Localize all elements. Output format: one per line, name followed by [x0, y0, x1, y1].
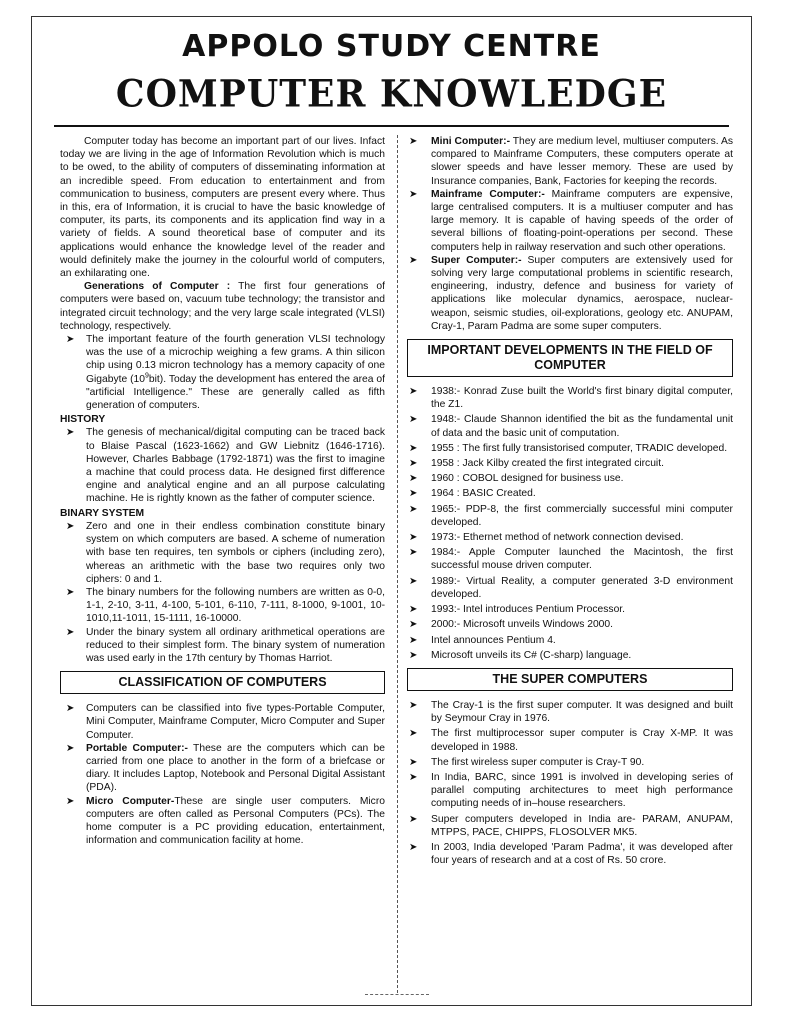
- list-item: [60, 333, 385, 412]
- list-item: [407, 727, 733, 753]
- arrow-right-icon: ➤: [66, 626, 75, 638]
- vlsi-text-b: bit). Today the development has entered the area of "artificial Intelligence." These are generally called as fifth generation of computers.: [86, 373, 385, 412]
- arrow-right-icon: ➤: [409, 473, 418, 485]
- page-title: APPOLO STUDY CENTRE: [182, 29, 601, 64]
- list-item-text: 1958 : Jack Kilby created the first integrated circuit.: [431, 458, 664, 470]
- arrow-right-icon: ➤: [66, 703, 75, 715]
- arrow-right-icon: ➤: [409, 728, 418, 740]
- right-column: [407, 135, 733, 869]
- list-item-text: Microsoft unveils its C# (C-sharp) language.: [431, 649, 632, 661]
- arrow-right-icon: ➤: [409, 386, 418, 398]
- list-item: [407, 385, 733, 411]
- list-item: [407, 649, 733, 662]
- super-label: Super Computer:-: [431, 254, 522, 266]
- mainframe-text: Mainframe computers are expensive, large centralised computers. It is a multiuser computer and has large memory. It is capable of having speeds of the order of several billions of floating-point-operations per second. These computers help in railway reservation and such other operations.: [431, 188, 734, 253]
- arrow-right-icon: ➤: [409, 619, 418, 631]
- list-item: [407, 618, 733, 631]
- mainframe-label: Mainframe Computer:-: [431, 188, 545, 200]
- list-item: [407, 531, 733, 544]
- mini-label: Mini Computer:-: [431, 136, 511, 147]
- classification-intro: Computers can be classified into five types-Portable Computer, Mini Computer, Mainframe Computer, Micro Computer and Super Computer.: [86, 703, 385, 741]
- list-item-text: The Cray-1 is the first super computer. It was designed and built by Seymour Cray in 1976.: [431, 699, 733, 725]
- list-item: [60, 702, 385, 742]
- vlsi-text-a: The important feature of the fourth generation VLSI technology was the use of a microchip weighing a few grams. A thin silicon chip using 0.13 micron technology has a memory capacity of one Gigabyte (10: [86, 334, 385, 385]
- left-column: [60, 135, 385, 847]
- column-divider: [397, 135, 398, 993]
- list-item: [407, 756, 733, 769]
- document-page: [31, 16, 752, 1006]
- arrow-right-icon: ➤: [409, 813, 418, 825]
- list-item-text: 1993:- Intel introduces Pentium Processor.: [431, 604, 626, 616]
- super-text: Super computers are extensively used for solving very large computational problems in scientific research, engineering, industry, defence and business for variety of applications like molecular dynamics, aerospace, nuclear-weapon, seismic studies, oil-explorations, geology etc. ANUPAM, Cray-1, Param Padma are some super computers.: [431, 254, 733, 332]
- micro-text: These are single user computers. Micro computers are often called as Personal Computers (PCs). The home computer is a PC providing education, entertainment, information and communication facility at home.: [86, 795, 385, 847]
- arrow-right-icon: ➤: [409, 547, 418, 559]
- binary-item-text: Under the binary system all ordinary arithmetical operations are reduced to their simplest form. The binary system of numeration was used early in the 17th century by Thomas Harriot.: [86, 626, 385, 664]
- arrow-right-icon: ➤: [409, 699, 418, 711]
- history-text: The genesis of mechanical/digital computing can be traced back to Blaise Pascal (1623-1662) and GW Liebnitz (1646-1716). However, Charles Babbage (1792-1871) was the first to imagine a machine that could process data. He designed first difference engine and analytical engine and an all purpose calculating machine. He is rightly known as the father of computer science.: [86, 427, 385, 505]
- arrow-right-icon: ➤: [409, 532, 418, 544]
- super-computers-list: [407, 699, 733, 867]
- page-subtitle: COMPUTER KNOWLEDGE: [115, 71, 668, 117]
- developments-title-box: IMPORTANT DEVELOPMENTS IN THE FIELD OF COMPUTER: [407, 339, 733, 377]
- arrow-right-icon: ➤: [409, 414, 418, 426]
- list-item: [407, 634, 733, 647]
- arrow-right-icon: ➤: [66, 427, 75, 439]
- list-item: [407, 546, 733, 572]
- arrow-right-icon: ➤: [66, 334, 75, 346]
- mini-text: They are medium level, multiuser computers. As compared to Mainframe Computers, these computers operate at slower speeds and have lesser memory. These are used by Insurance companies, Bank, Factories for keeping the records.: [431, 136, 733, 187]
- arrow-right-icon: ➤: [409, 634, 418, 646]
- list-item: [407, 603, 733, 616]
- list-item: [407, 254, 733, 333]
- micro-label: Micro Computer-: [86, 795, 175, 807]
- list-item-text: 2000:- Microsoft unveils Windows 2000.: [431, 619, 613, 631]
- list-item: [60, 426, 385, 505]
- list-item-text: 1955 : The first fully transistorised computer, TRADIC developed.: [431, 442, 728, 454]
- super-computers-title-box: THE SUPER COMPUTERS: [407, 668, 733, 691]
- arrow-right-icon: ➤: [409, 575, 418, 587]
- list-item: [407, 472, 733, 485]
- list-item-text: In 2003, India developed 'Param Padma', it was developed after four years of research and at a cost of Rs. 50 crore.: [431, 841, 733, 867]
- list-item: [407, 413, 733, 439]
- binary-item-text: Zero and one in their endless combination constitute binary system on which computers are based. A scheme of numeration with base ten requires, ten symbols or ciphers (including zero), whereas an arithmetic with the base two requires only two ciphers: 0 and 1.: [86, 520, 385, 585]
- intro-paragraph: Computer today has become an important part of our lives. Infact today we are living in the age of Information Revolution which is much to be owed, to the ability of computers of disseminating information at an incredible speed. From education to entertainment and from communication to business, computers are present every where. Thus in this, era of Information, it is crucial to have the basic knowledge of computer, its parts, its components and its application find way in a variety of fields. A sound theoretical base of computer and its applications would enhance the knowledge level of the reader and would definitely make the journey in the colourful world of computers, an exhilarating one.: [60, 136, 385, 280]
- list-item: [60, 795, 385, 848]
- list-item: [407, 457, 733, 470]
- arrow-right-icon: ➤: [66, 520, 75, 532]
- arrow-right-icon: ➤: [409, 503, 418, 515]
- arrow-right-icon: ➤: [409, 188, 418, 200]
- arrow-right-icon: ➤: [409, 136, 418, 147]
- header-rule: [54, 125, 729, 127]
- list-item: [60, 626, 385, 666]
- history-heading: HISTORY: [60, 414, 106, 426]
- list-item: [407, 487, 733, 500]
- arrow-right-icon: ➤: [409, 442, 418, 454]
- classification-title-box: CLASSIFICATION OF COMPUTERS: [60, 671, 385, 694]
- list-item-text: Super computers developed in India are- PARAM, ANUPAM, MTPPS, PACE, CHIPPS, FLOSOLVER MK5.: [431, 813, 733, 838]
- binary-item-text: The binary numbers for the following numbers are written as 0-0, 1-1, 2-10, 3-11, 4-100, 5-101, 6-110, 7-111, 8-1000, 9-1001, 10-1010,11-1011, 15-1111, 16-10000.: [86, 586, 385, 625]
- arrow-right-icon: ➤: [66, 586, 75, 598]
- list-item: [407, 699, 733, 725]
- arrow-right-icon: ➤: [409, 771, 418, 783]
- list-item-text: 1984:- Apple Computer launched the Macintosh, the first successful mouse driven computer.: [431, 547, 733, 572]
- arrow-right-icon: ➤: [409, 458, 418, 470]
- list-item: [407, 771, 733, 811]
- arrow-right-icon: ➤: [66, 795, 75, 807]
- list-item: [407, 503, 733, 529]
- list-item-text: 1965:- PDP-8, the first commercially successful mini computer developed.: [431, 503, 733, 528]
- list-item: [407, 575, 733, 601]
- list-item-text: The first wireless super computer is Cray-T 90.: [431, 756, 645, 768]
- footer-rule: [365, 994, 429, 995]
- arrow-right-icon: ➤: [409, 604, 418, 616]
- list-item-text: 1948:- Claude Shannon identified the bit as the fundamental unit of data and the basic unit of computation.: [431, 414, 733, 439]
- arrow-right-icon: ➤: [409, 254, 418, 266]
- list-item-text: 1964 : BASIC Created.: [431, 488, 536, 500]
- list-item-text: 1973:- Ethernet method of network connection devised.: [431, 532, 684, 544]
- list-item: [60, 520, 385, 586]
- list-item: [407, 813, 733, 839]
- binary-heading: BINARY SYSTEM: [60, 507, 145, 519]
- list-item-text: In India, BARC, since 1991 is involved in developing series of parallel computing architectures to meet high performance computing needs of in–house researchers.: [431, 771, 733, 810]
- portable-label: Portable Computer:-: [86, 742, 188, 754]
- list-item-text: Intel announces Pentium 4.: [431, 634, 556, 646]
- arrow-right-icon: ➤: [409, 488, 418, 500]
- list-item: [60, 742, 385, 795]
- generations-paragraph: [60, 280, 385, 333]
- list-item: [407, 442, 733, 455]
- portable-text: These are the computers which can be carried from one place to another in the form of a briefcase or diary. It includes Laptop, Notebook and Personal Digital Assistant (PDA).: [86, 742, 385, 794]
- arrow-right-icon: ➤: [409, 841, 418, 853]
- list-item: [407, 135, 733, 188]
- list-item: [407, 188, 733, 254]
- vlsi-exponent: 9: [145, 372, 149, 380]
- list-item-text: 1938:- Konrad Zuse built the World's first binary digital computer, the Z1.: [431, 386, 733, 411]
- list-item-text: 1960 : COBOL designed for business use.: [431, 473, 624, 485]
- generations-text: The first four generations of computers were based on, vacuum tube technology; the transistor and integrated circuit technology; and the very large scale integrated (VLSI) technology, respectively.: [60, 281, 386, 332]
- arrow-right-icon: ➤: [409, 756, 418, 768]
- generations-label: Generations of Computer :: [84, 281, 231, 293]
- arrow-right-icon: ➤: [409, 649, 418, 661]
- list-item-text: 1989:- Virtual Reality, a computer generated 3-D environment developed.: [431, 575, 733, 600]
- list-item: [407, 841, 733, 867]
- list-item-text: The first multiprocessor super computer is Cray X-MP. It was developed in 1988.: [431, 728, 733, 753]
- arrow-right-icon: ➤: [66, 742, 75, 754]
- developments-list: [407, 385, 733, 662]
- list-item: [60, 586, 385, 626]
